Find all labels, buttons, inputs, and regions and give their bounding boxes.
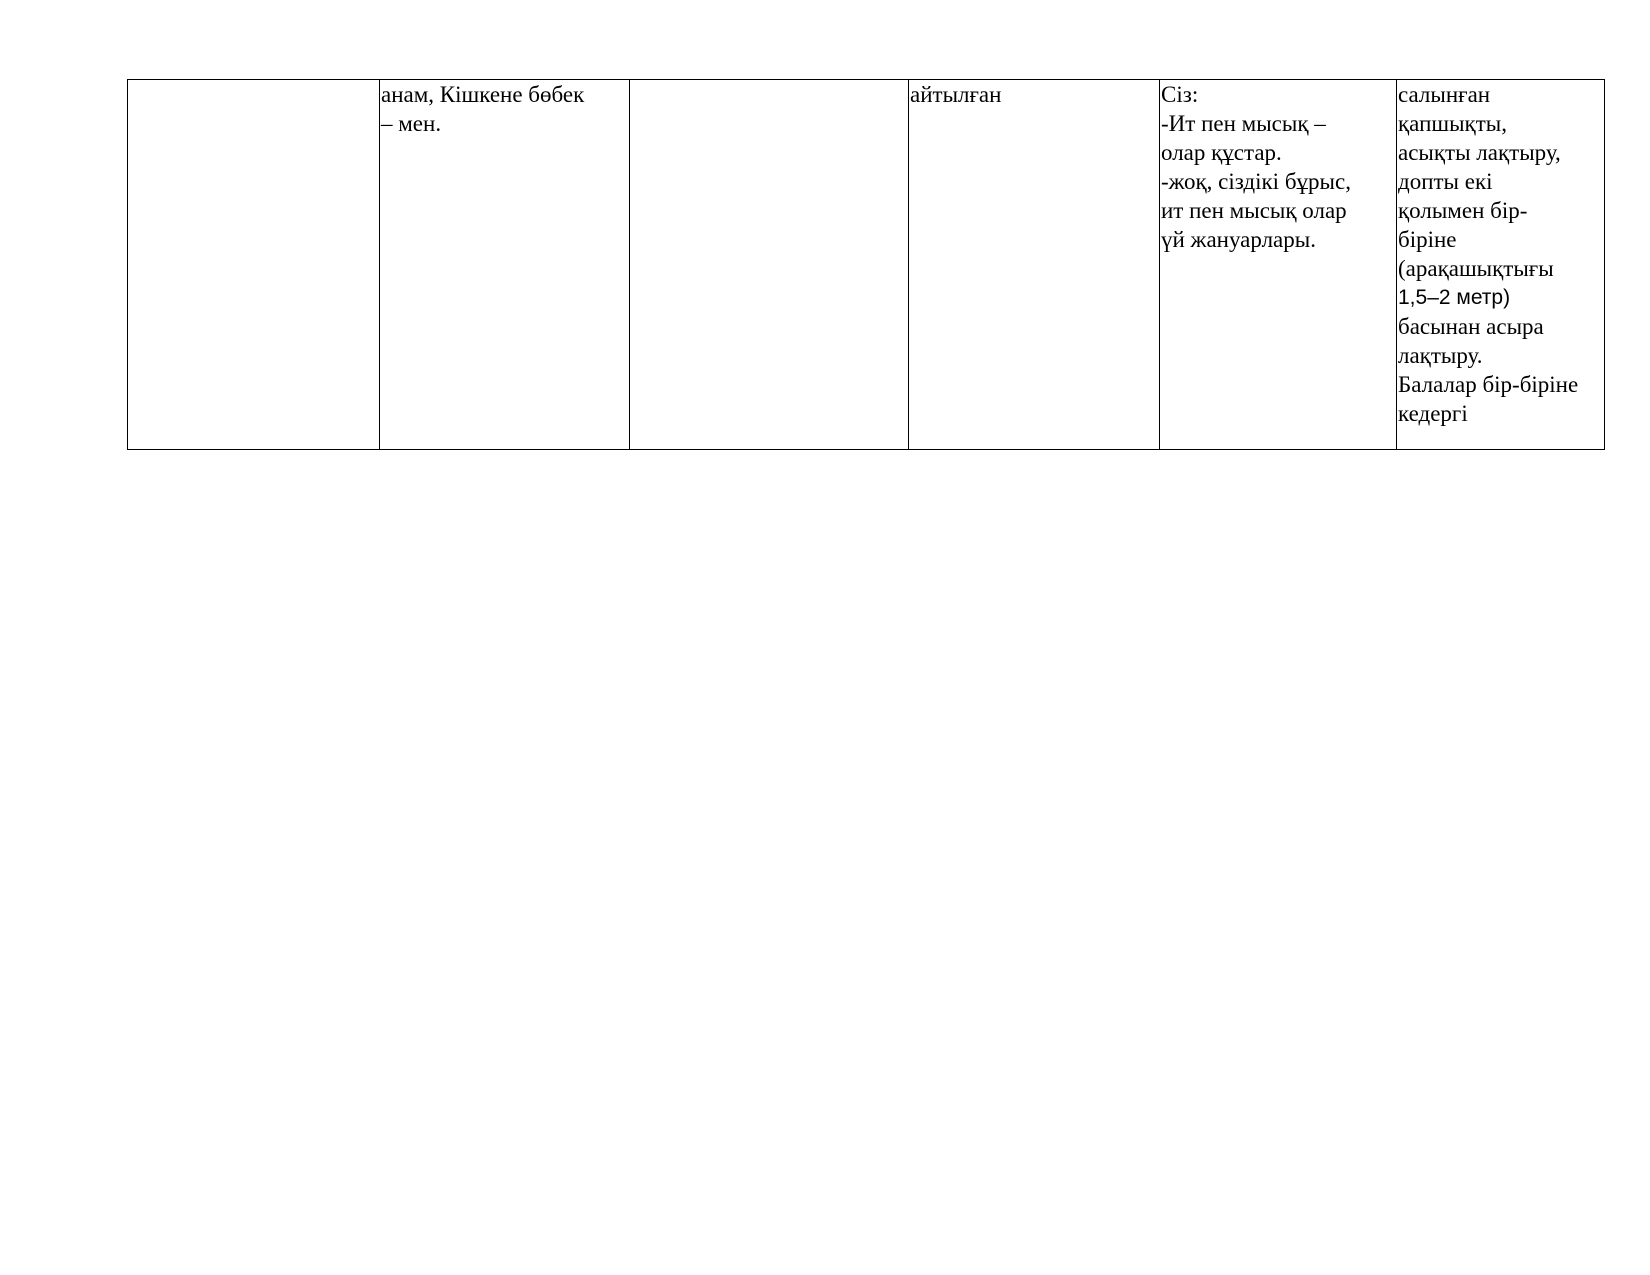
cell-6-line: 1,5–2 метр) [1398,286,1511,309]
cell-5-text [1161,80,1396,254]
lesson-plan-table [127,79,1605,450]
cell-6-line: салынған [1398,82,1491,107]
table-cell-2 [380,80,630,450]
cell-5-line: үй жануарлары. [1161,227,1316,252]
table-cell-4 [909,80,1160,450]
cell-5-line: Сіз: [1161,82,1199,107]
cell-5-line: ит пен мысық олар [1161,198,1347,223]
cell-6-line: лақтыру. [1398,343,1483,368]
table-cell-3 [630,80,909,450]
cell-6-line: басынан асыра [1398,314,1544,339]
cell-4-line: айтылған [910,82,1002,107]
cell-5-line: -жоқ, сіздікі бұрыс, [1161,169,1351,194]
cell-6-line: біріне [1398,227,1457,252]
cell-2-text [381,80,629,138]
cell-6-line: допты екі [1398,169,1493,194]
cell-2-line: – мен. [381,111,442,136]
table-row [128,80,1605,450]
cell-5-line: -Ит пен мысық – [1161,111,1326,136]
cell-6-line: асықты лақтыру, [1398,140,1561,165]
cell-6-line: Балалар бір-біріне [1398,372,1579,397]
cell-2-line: анам, Кішкене бөбек [381,82,585,107]
cell-5-line: олар құстар. [1161,140,1282,165]
table-cell-5 [1160,80,1397,450]
cell-4-text [910,80,1159,109]
cell-6-line: қапшықты, [1398,111,1507,136]
table-cell-1 [128,80,380,450]
cell-6-line: қолымен бір- [1398,198,1528,223]
cell-6-line: кедергі [1398,401,1468,426]
cell-6-line: (арақашықтығы [1398,256,1554,281]
table-cell-6 [1397,80,1605,450]
cell-6-text [1398,80,1604,428]
